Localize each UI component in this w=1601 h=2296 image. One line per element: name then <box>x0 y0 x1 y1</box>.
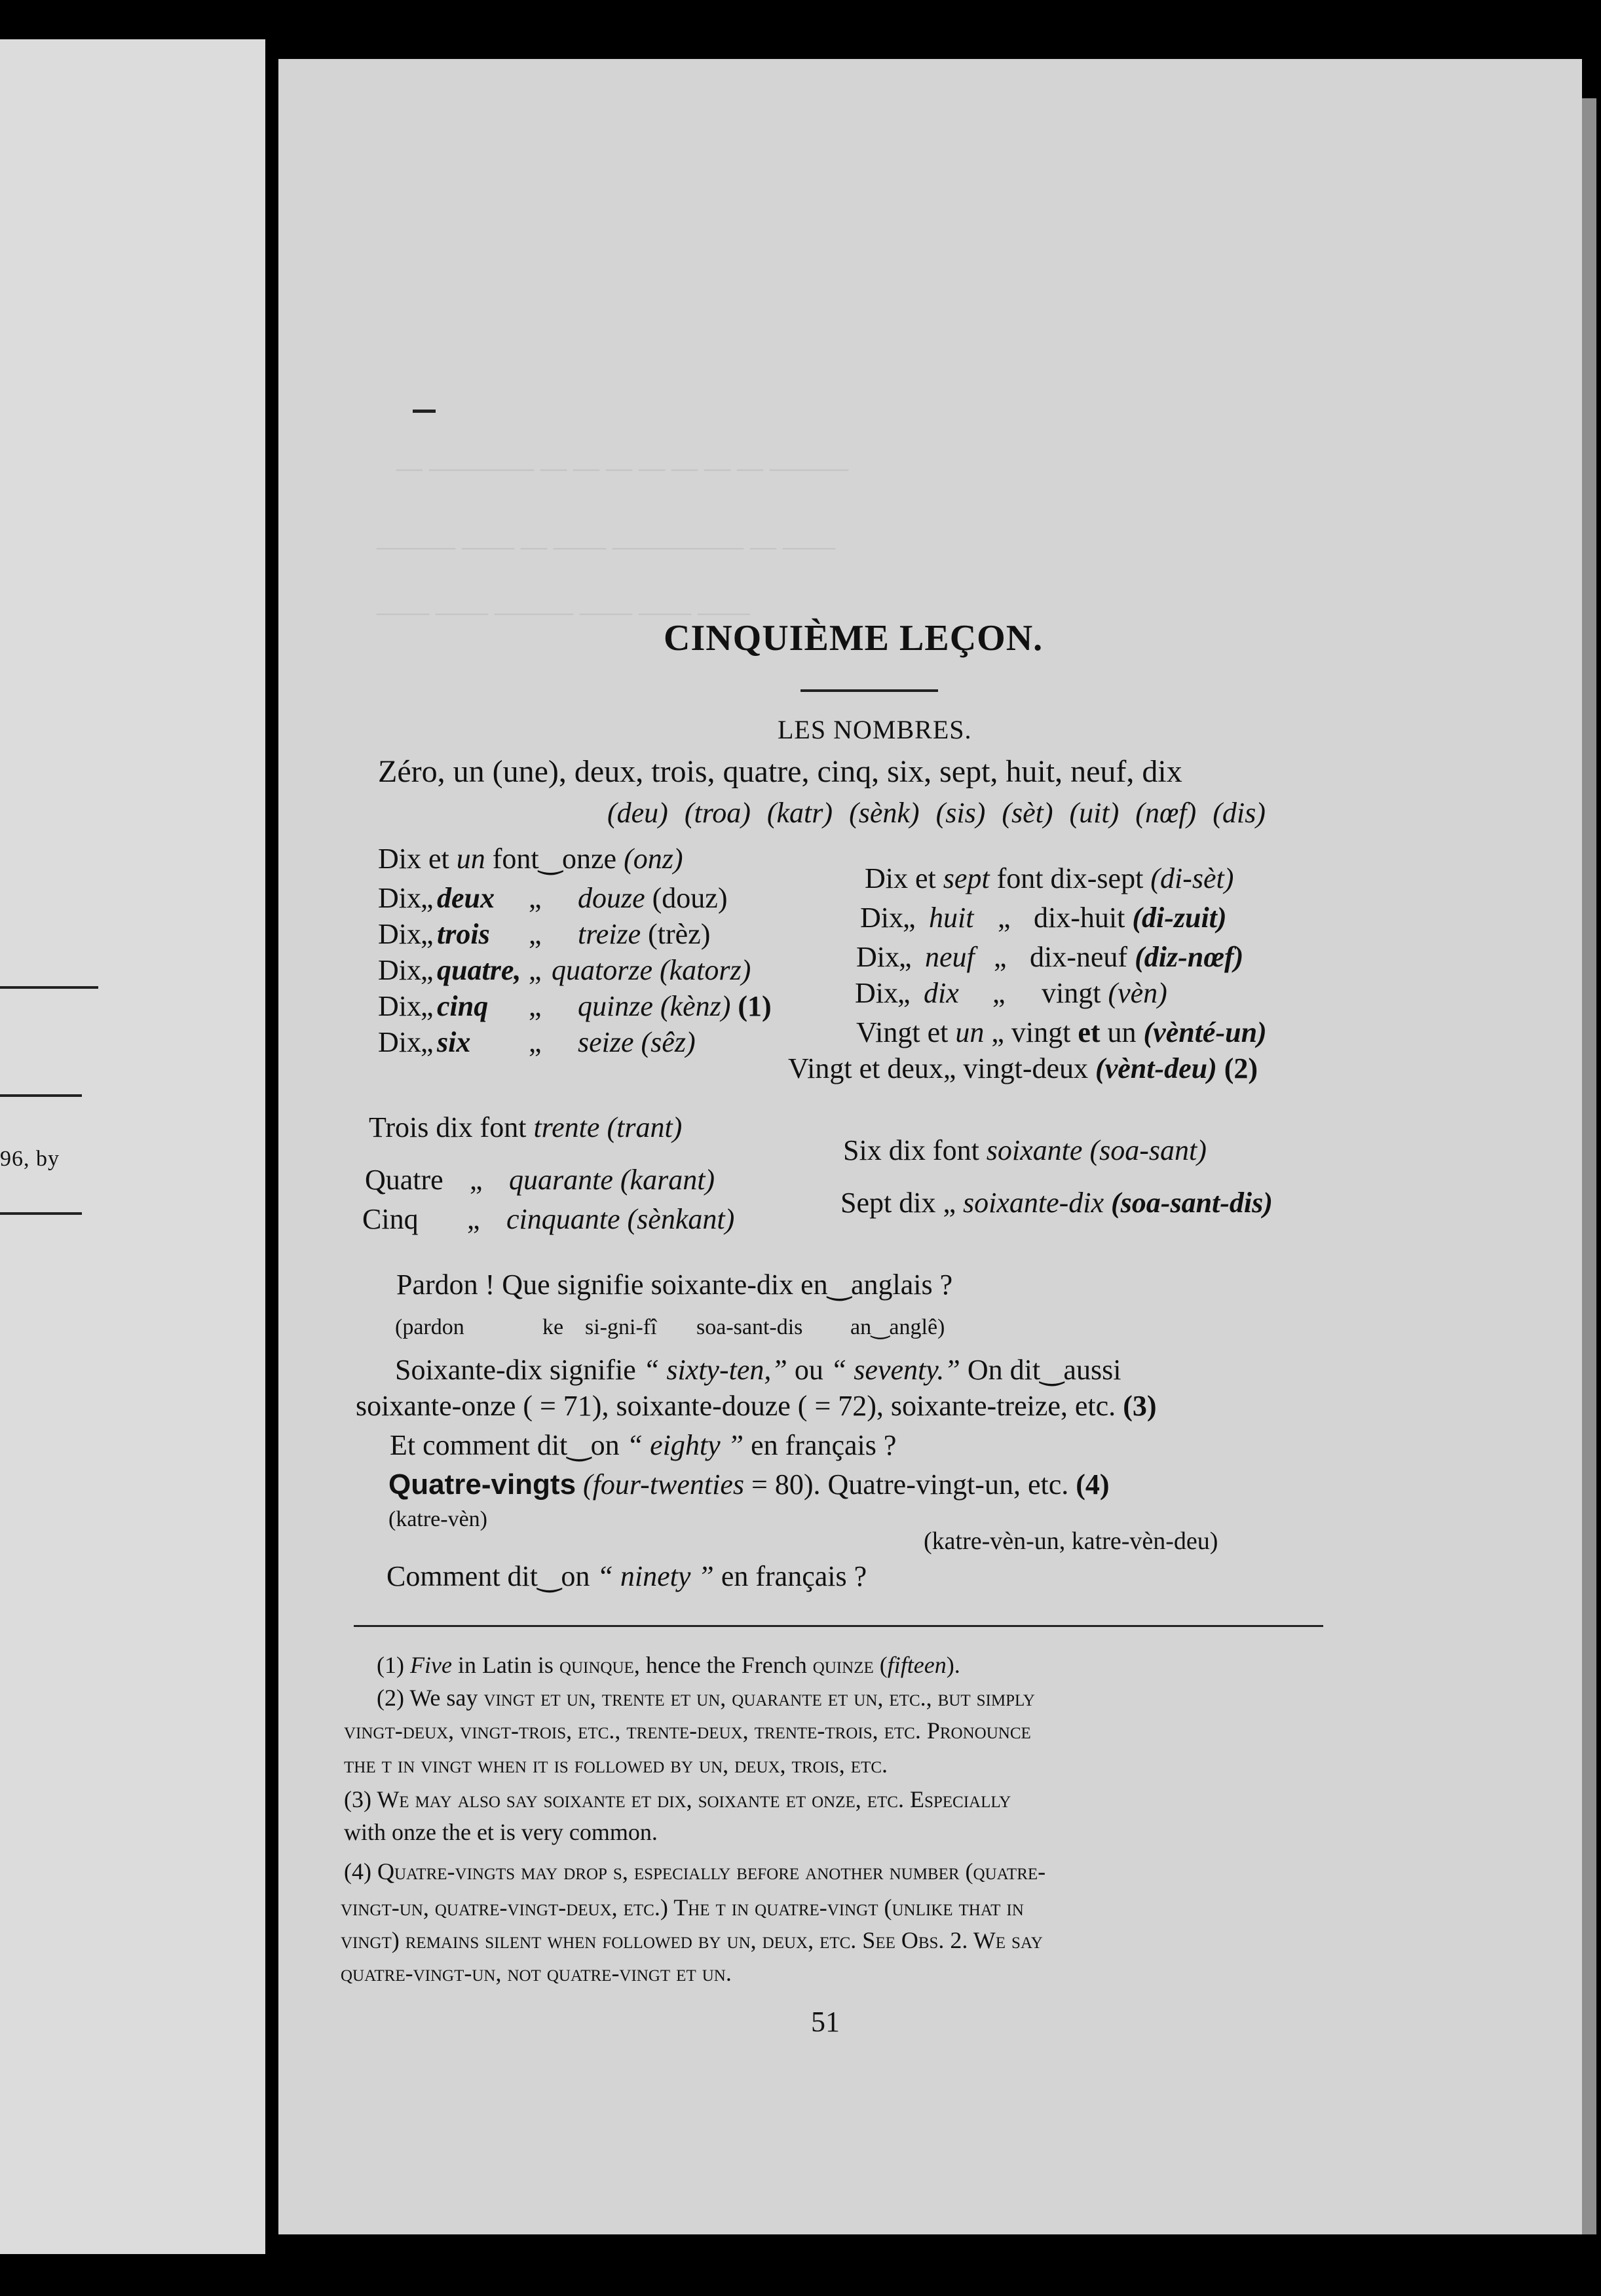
number-row: Dix„ neuf „ dix-neuf (diz-nœf) <box>856 941 1244 973</box>
show-through-text: — ———— — — — — — — — ——— <box>396 453 848 482</box>
number-row: Dix„ cinq „ quinze (kènz) (1) <box>378 990 772 1022</box>
left-page <box>0 39 265 2254</box>
dialogue-line: soixante-onze ( = 71), soixante-douze ( = 72), soixante-treize, etc. (3) <box>356 1390 1157 1422</box>
footnote-4: vingt-un, quatre-vingt-deux, etc.) The t in quatre-vingt (unlike that in <box>341 1894 1024 1921</box>
dialogue-line: Comment dit‿on “ ninety ” en français ? <box>386 1560 867 1592</box>
number-row: Dix„ trois „ treize (trèz) <box>378 918 711 950</box>
dialogue-pronunciation: (katre-vèn) <box>388 1507 488 1531</box>
page-edge <box>1582 98 1596 2234</box>
show-through-text: ——— —— — —— ————— — —— <box>377 531 835 561</box>
page-title: CINQUIÈME LEÇON. <box>664 618 1044 659</box>
tens-row: Quatre „ quarante (karant) <box>365 1164 715 1196</box>
footnote-rule <box>354 1625 1323 1627</box>
pron: (dis) <box>1213 797 1266 829</box>
book-spine <box>265 39 278 2254</box>
footnote-2: the t in vingt when it is followed by un, deux, trois, etc. <box>344 1751 888 1778</box>
book-page <box>278 59 1582 2234</box>
number-row: Dix„ deux „ douze (douz) <box>378 882 728 914</box>
footnote-3: (3) We may also say soixante et dix, soixante et onze, etc. Especially <box>344 1786 1011 1812</box>
numbers-line: Zéro, un (une), deux, trois, quatre, cinq, six, sept, huit, neuf, dix <box>378 754 1182 789</box>
pron: (sènk) <box>849 797 920 829</box>
dialogue-line: Et comment dit‿on “ eighty ” en français ? <box>390 1429 897 1461</box>
pron: (troa) <box>684 797 751 829</box>
footnote-4: vingt) remains silent when followed by un, deux, etc. See Obs. 2. We say <box>341 1927 1043 1953</box>
divider <box>0 986 98 989</box>
section-heading: LES NOMBRES. <box>778 715 972 744</box>
divider <box>0 1094 82 1097</box>
footnote-3: with onze the et is very common. <box>344 1819 658 1845</box>
tens-row: Six dix font soixante (soa-sant) <box>843 1134 1207 1166</box>
dialogue-line: Pardon ! Que signifie soixante-dix en‿anglais ? <box>396 1269 953 1301</box>
pron: (sis) <box>935 797 986 829</box>
page-number: 51 <box>811 2006 840 2038</box>
number-row: Vingt et un „ vingt et un (vènté-un) <box>856 1016 1267 1048</box>
dialogue-line: Soixante-dix signifie “ sixty-ten,” ou “ seventy.” On dit‿aussi <box>395 1354 1121 1386</box>
number-row: Dix et un font‿onze (onz) <box>378 843 683 875</box>
number-row: Dix et sept font dix-sept (di-sèt) <box>865 862 1234 894</box>
footnote-4: (4) Quatre-vingts may drop s, especially before another number (quatre- <box>344 1858 1046 1885</box>
dialogue-pronunciation: (pardon ke si-gni-fî soa-sant-dis an‿anglê) <box>395 1315 945 1339</box>
footnote-2: (2) We say vingt et un, trente et un, quarante et un, etc., but simply <box>377 1685 1035 1711</box>
footnote-4: quatre-vingt-un, not quatre-vingt et un. <box>341 1960 732 1986</box>
footnote-1: (1) Five in Latin is quinque, hence the French quinze (fifteen). <box>377 1652 960 1678</box>
show-through-text: —— —— ——— —— —— —— <box>377 597 750 626</box>
dialogue-line: Quatre-vingts (four-twenties = 80). Quatre-vingt-un, etc. (4) <box>388 1468 1110 1501</box>
pron: (katr) <box>766 797 833 829</box>
ink-mark <box>413 410 436 413</box>
number-row: Dix„ quatre, „ quatorze (katorz) <box>378 954 751 986</box>
number-row: Vingt et deux„ vingt-deux (vènt-deu) (2) <box>788 1052 1258 1084</box>
number-row: Dix„ huit „ dix-huit (di-zuit) <box>860 902 1227 934</box>
pron: (sèt) <box>1002 797 1053 829</box>
tens-row: Trois dix font trente (trant) <box>369 1111 683 1143</box>
footnote-2: vingt-deux, vingt-trois, etc., trente-deux, trente-trois, etc. Pronounce <box>344 1717 1031 1744</box>
number-row: Dix„ six „ seize (sêz) <box>378 1026 696 1058</box>
tens-row: Sept dix „ soixante-dix (soa-sant-dis) <box>840 1187 1273 1219</box>
pron: (uit) <box>1069 797 1120 829</box>
divider <box>0 1212 82 1215</box>
left-page-fragment: 96, by <box>0 1147 60 1171</box>
dialogue-pronunciation: (katre-vèn-un, katre-vèn-deu) <box>924 1527 1218 1555</box>
tens-row: Cinq „ cinquante (sènkant) <box>362 1203 735 1235</box>
pron: (deu) <box>607 797 668 829</box>
number-row: Dix„ dix „ vingt (vèn) <box>855 977 1167 1009</box>
title-rule <box>800 689 938 692</box>
pron: (nœf) <box>1135 797 1197 829</box>
numbers-pronunciation <box>607 796 1266 830</box>
